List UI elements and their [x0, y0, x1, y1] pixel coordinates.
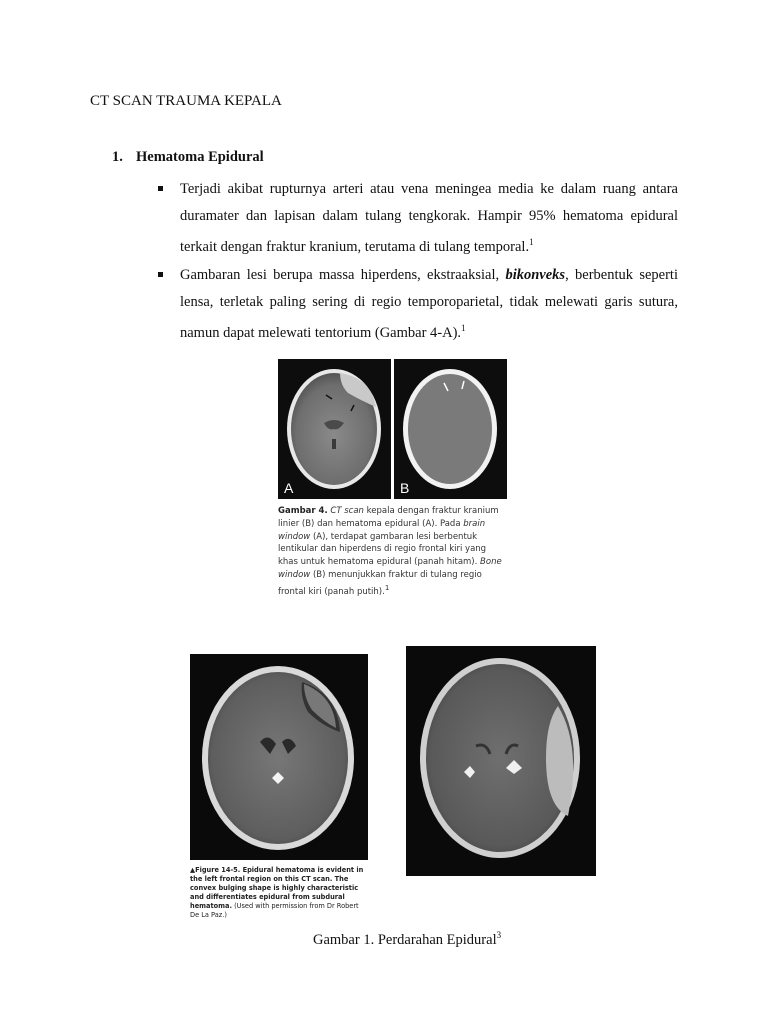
caption-label: Gambar 4. [278, 506, 328, 516]
ct-bone-window-image [394, 359, 507, 499]
bullet-text-after: , berbentuk seperti lensa, terletak paling sering di regio temporoparietal, tidak melewati garis sutura, namun dapat melewati tentorium (Gambar 4-A). [180, 267, 678, 342]
bullet-list [158, 176, 678, 349]
figure-4-caption [278, 505, 508, 598]
bullet-square-icon [158, 272, 163, 277]
bottom-figure-caption [313, 930, 501, 949]
panel-b-label: B [400, 480, 410, 496]
reference-marker: 3 [496, 930, 502, 940]
section-heading [112, 149, 264, 166]
bullet-square-icon [158, 186, 163, 191]
panel-a-label: A [284, 480, 294, 496]
figure-14-5 [190, 654, 368, 924]
bottom-caption-text: Gambar 1. Perdarahan Epidural [313, 931, 497, 948]
caption-credit: (Used with permission from Dr Robert De La Paz.) [190, 902, 359, 919]
caption-text: Epidural hematoma is evident in the left frontal region on this CT scan. The convex bulging shape is highly characteristic and differentiates epidural from subdural hematoma. [190, 866, 364, 910]
bullet-emphasis: bikonveks [505, 267, 566, 284]
figure-14-5-caption [190, 866, 368, 920]
ct-epidural-hematoma-image [190, 654, 368, 860]
ct-brain-window-image [278, 359, 391, 499]
caption-italic: CT scan [330, 506, 364, 516]
reference-marker: 1 [529, 237, 534, 247]
caption-italic: brain window [278, 518, 486, 542]
page-title: CT SCAN TRAUMA KEPALA [90, 93, 282, 109]
section-number: 1. [112, 149, 123, 165]
reference-marker: 1 [384, 582, 390, 592]
bullet-item-2 [158, 262, 678, 346]
section-heading-text: Hematoma Epidural [136, 149, 264, 165]
bullet-text: Terjadi akibat rupturnya arteri atau vena meningea media ke dalam ruang antara duramater dan lapisan dalam tulang tengkorak. Hampir 95% hematoma epidural terkait dengan fraktur kranium, terutama di tulang temporal. [180, 181, 678, 255]
caption-italic: Bone window [278, 557, 502, 580]
caption-label: ▲Figure 14-5. [190, 866, 241, 874]
ct-epidural-image-right [406, 646, 596, 876]
bullet-item-1 [158, 176, 678, 260]
caption-text: (A), terdapat gambaran lesi berbentuk lentikular dan hiperdens di regio frontal kiri yang khas untuk hematoma epidural (panah hitam). [278, 531, 487, 568]
caption-text: kepala dengan fraktur kranium linier (B) dan hematoma epidural (A). Pada [278, 506, 499, 529]
figure-4 [278, 359, 508, 611]
reference-marker: 1 [461, 323, 466, 334]
caption-text: (B) menunjukkan fraktur di tulang regio frontal kiri (panah putih). [278, 569, 482, 597]
bullet-text-before: Gambaran lesi berupa massa hiperdens, ekstraaksial, [180, 267, 506, 284]
